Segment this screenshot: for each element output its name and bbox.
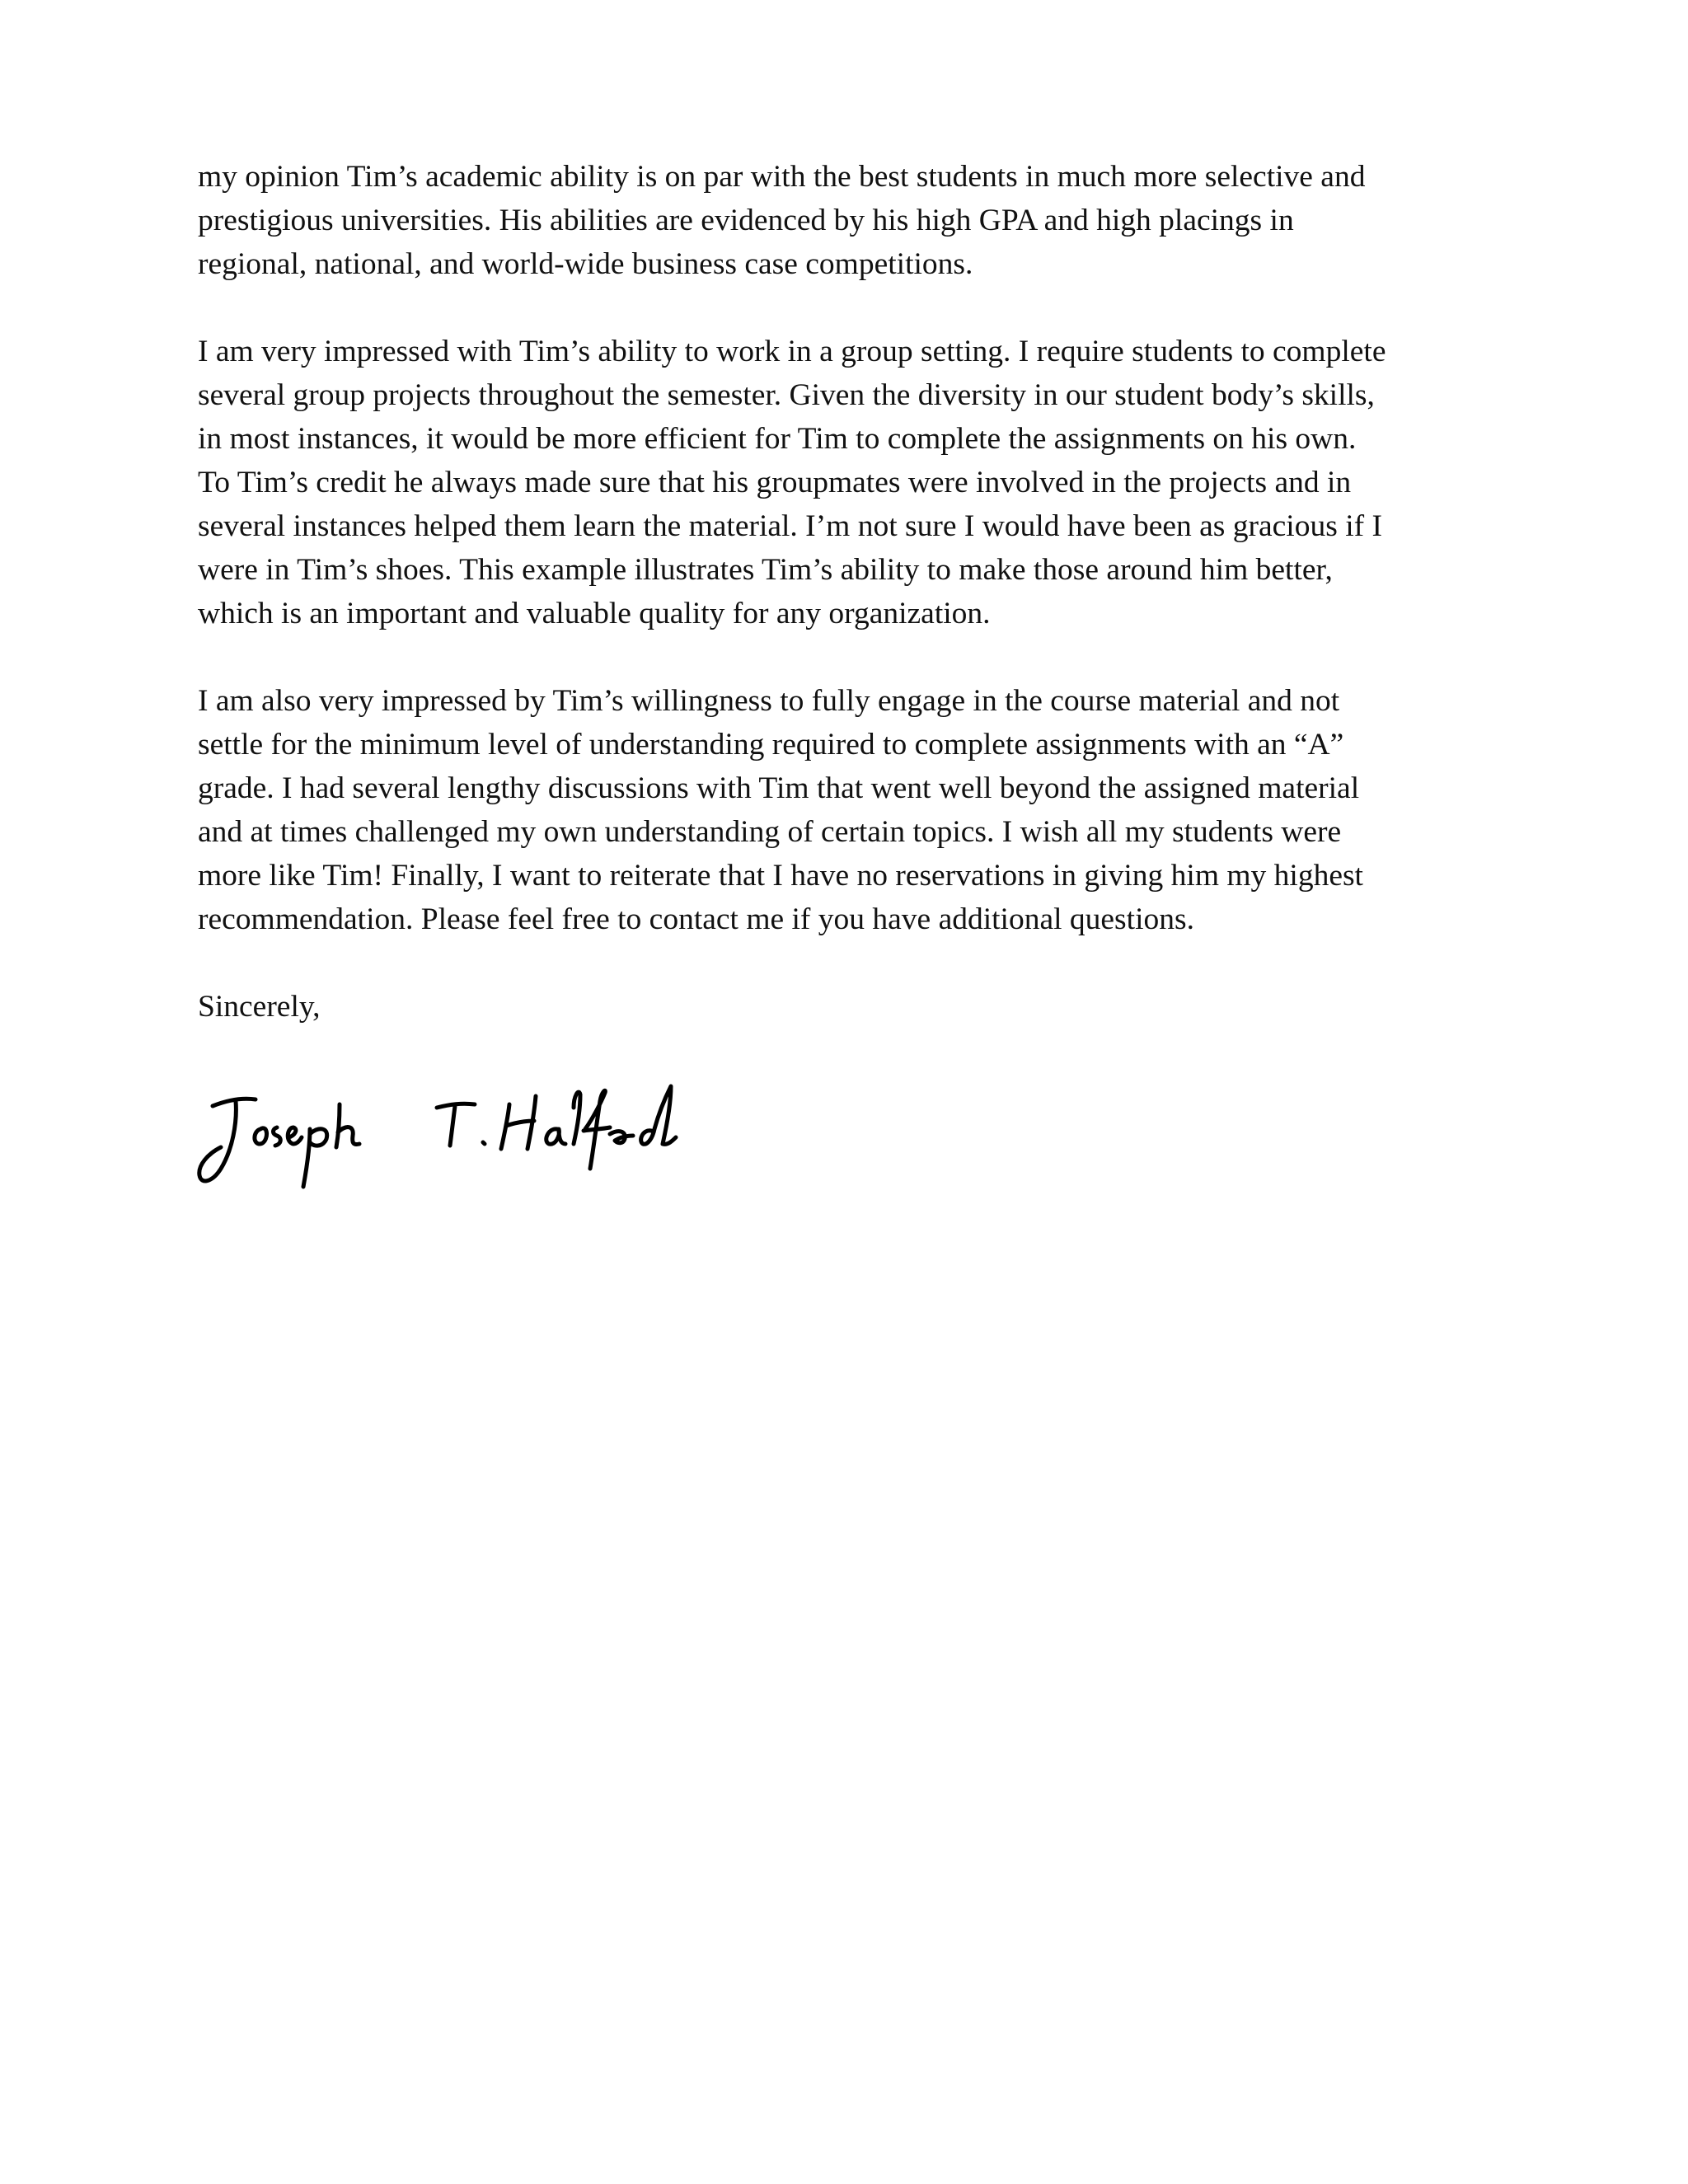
text-line: my opinion Tim’s academic ability is on par with the best students in much more selective and [198, 160, 1366, 194]
text-line: I am also very impressed by Tim’s willingness to fully engage in the course material and not [198, 684, 1340, 718]
text-line: settle for the minimum level of understanding required to complete assignments with an “A” [198, 728, 1344, 762]
text-line: recommendation. Please feel free to contact me if you have additional questions. [198, 902, 1194, 936]
text-line: regional, national, and world-wide business case competitions. [198, 247, 973, 281]
text-line: I am very impressed with Tim’s ability to work in a group setting. I require students to complete [198, 335, 1386, 368]
text-line: prestigious universities. His abilities are evidenced by his high GPA and high placings in [198, 204, 1294, 237]
text-line: were in Tim’s shoes. This example illustrates Tim’s ability to make those around him better, [198, 553, 1333, 587]
handwritten-signature [190, 1071, 717, 1195]
text-line: grade. I had several lengthy discussions with Tim that went well beyond the assigned material [198, 771, 1360, 805]
text-line: several group projects throughout the semester. Given the diversity in our student body’s skills, [198, 378, 1375, 412]
text-line: in most instances, it would be more efficient for Tim to complete the assignments on his own. [198, 422, 1357, 456]
text-line: more like Tim! Finally, I want to reiterate that I have no reservations in giving him my highest [198, 859, 1363, 893]
text-line: and at times challenged my own understanding of certain topics. I wish all my students were [198, 815, 1342, 849]
paragraph-engagement [198, 679, 1500, 941]
paragraph-academic-ability [198, 155, 1500, 286]
letter-body [198, 155, 1500, 1029]
text-line: To Tim’s credit he always made sure that his groupmates were involved in the projects and in [198, 466, 1352, 499]
closing-salutation: Sincerely, [198, 990, 321, 1024]
paragraph-group-work [198, 330, 1500, 635]
text-line: several instances helped them learn the material. I’m not sure I would have been as gracious if I [198, 509, 1382, 543]
text-line: which is an important and valuable quality for any organization. [198, 597, 991, 630]
